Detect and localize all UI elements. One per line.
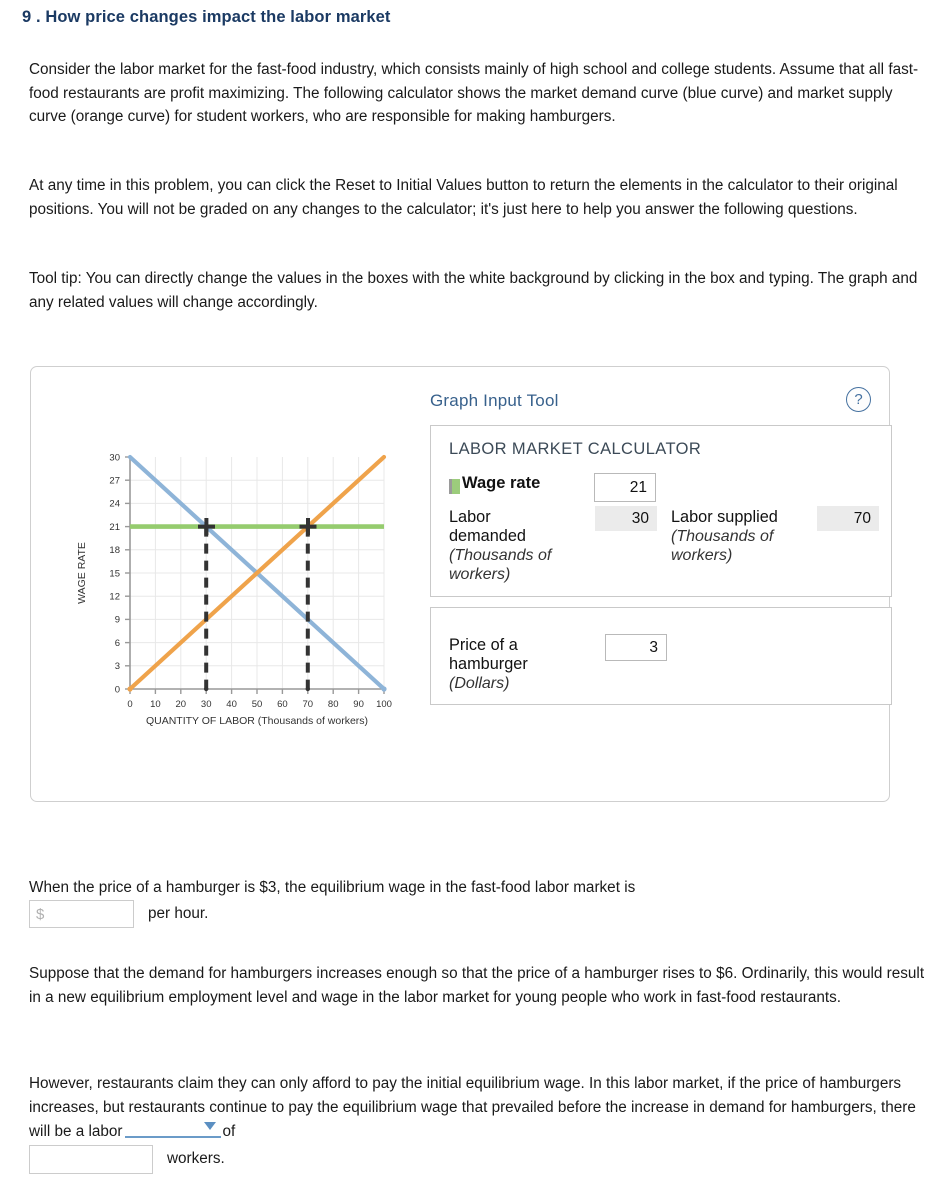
price-block xyxy=(449,636,689,693)
question-3-answer-row xyxy=(29,1144,225,1174)
calculator-card xyxy=(30,366,890,802)
price-label: Price of a hamburger xyxy=(449,636,528,673)
labor-demanded-units: (Thousands of workers) xyxy=(449,547,552,583)
svg-text:18: 18 xyxy=(109,545,120,557)
question-3-text-after: of xyxy=(222,1123,236,1140)
svg-text:6: 6 xyxy=(114,637,120,649)
labor-market-calculator-panel xyxy=(430,425,892,597)
per-hour-label: per hour. xyxy=(148,905,209,922)
svg-text:80: 80 xyxy=(327,699,339,710)
demanded-axis-dot xyxy=(204,687,208,691)
calculator-heading: LABOR MARKET CALCULATOR xyxy=(449,440,702,458)
wage-rate-color-swatch xyxy=(449,479,460,494)
svg-text:40: 40 xyxy=(226,699,237,710)
question-1-text: When the price of a hamburger is $3, the equilibrium wage in the fast-food labor market is xyxy=(29,879,636,896)
equilibrium-wage-input[interactable] xyxy=(29,900,134,928)
labor-supplied-units: (Thousands of workers) xyxy=(671,528,774,564)
y-axis-tick-labels xyxy=(109,452,120,695)
svg-text:27: 27 xyxy=(109,475,120,487)
svg-text:60: 60 xyxy=(277,699,288,710)
svg-text:0: 0 xyxy=(114,684,120,696)
help-icon[interactable]: ? xyxy=(846,387,871,412)
price-panel xyxy=(430,607,892,705)
price-input[interactable] xyxy=(605,634,667,661)
x-axis-tick-labels xyxy=(127,699,392,710)
wage-rate-label: Wage rate xyxy=(462,474,541,492)
demand-endpoint-dot xyxy=(381,686,386,691)
labor-supplied-value: 70 xyxy=(817,506,879,531)
question-3-text-before: However, restaurants claim they can only afford to pay the initial equilibrium wage. In this labor market, if the price of hamburgers increases, but restaurants continue to pay the equilibrium wage that prevailed before the increase in demand for hamburgers, there will be a labor xyxy=(29,1075,916,1140)
labor-demanded-label: Labor demanded xyxy=(449,508,526,545)
svg-text:100: 100 xyxy=(376,699,392,710)
page-title: 9 . How price changes impact the labor market xyxy=(22,8,391,26)
svg-text:3: 3 xyxy=(114,661,120,673)
svg-text:21: 21 xyxy=(109,521,120,533)
graph-input-tool-header xyxy=(429,385,891,425)
graph-svg xyxy=(63,439,403,739)
labor-shortage-surplus-dropdown[interactable] xyxy=(125,1119,221,1138)
price-units: (Dollars) xyxy=(449,675,510,692)
workers-count-input[interactable] xyxy=(29,1145,153,1174)
svg-text:50: 50 xyxy=(251,699,263,710)
intro-paragraph-1: Consider the labor market for the fast-food industry, which consists mainly of high school and college students. Assume that all fast-food restaurants are profit maximizing. The following calculator shows the market demand curve (blue curve) and market supply curve (orange curve) for student workers, who are responsible for making hamburgers. xyxy=(29,61,919,125)
intro-paragraph-3: Tool tip: You can directly change the values in the boxes with the white background by clicking in the box and typing. The graph and any related values will change accordingly. xyxy=(29,270,918,311)
svg-text:90: 90 xyxy=(353,699,364,710)
svg-text:12: 12 xyxy=(109,591,120,603)
labor-shortage-surplus-dropdown-wrap xyxy=(125,1119,221,1138)
graph-input-tool xyxy=(429,385,891,789)
wage-rate-input[interactable] xyxy=(594,473,656,502)
labor-supplied-block xyxy=(671,508,901,565)
y-axis-title: WAGE RATE xyxy=(76,542,88,604)
labor-demanded-block xyxy=(449,508,679,584)
question-3-text xyxy=(29,1072,934,1144)
wage-rate-row xyxy=(449,474,879,504)
intro-paragraph-2: At any time in this problem, you can click the Reset to Initial Values button to return the elements in the calculator to their original positions. You will not be graded on any changes to the calculator; it's just here to help you answer the following questions. xyxy=(29,177,898,218)
graph-input-tool-title: Graph Input Tool xyxy=(430,391,559,410)
question-1-answer-row xyxy=(29,899,208,929)
supplied-axis-dot xyxy=(306,687,310,691)
supply-origin-dot xyxy=(127,686,132,691)
svg-text:24: 24 xyxy=(109,498,120,510)
question-2-text: Suppose that the demand for hamburgers increases enough so that the price of a hamburger rises to $6. Ordinarily, this would result in a new equilibrium employment level and wage in the labor market for young people who work in fast-food restaurants. xyxy=(29,965,925,1006)
labor-demanded-value: 30 xyxy=(595,506,657,531)
svg-text:15: 15 xyxy=(109,568,120,580)
labor-supplied-label: Labor supplied xyxy=(671,508,778,526)
x-axis-title: QUANTITY OF LABOR (Thousands of workers) xyxy=(145,715,369,727)
svg-text:30: 30 xyxy=(200,699,212,710)
svg-text:30: 30 xyxy=(109,452,120,464)
svg-text:0: 0 xyxy=(127,699,133,710)
svg-text:20: 20 xyxy=(175,699,187,710)
svg-text:9: 9 xyxy=(114,614,120,626)
labor-market-graph xyxy=(63,439,403,739)
svg-text:70: 70 xyxy=(302,699,314,710)
svg-text:10: 10 xyxy=(150,699,161,710)
workers-label: workers. xyxy=(167,1150,225,1167)
